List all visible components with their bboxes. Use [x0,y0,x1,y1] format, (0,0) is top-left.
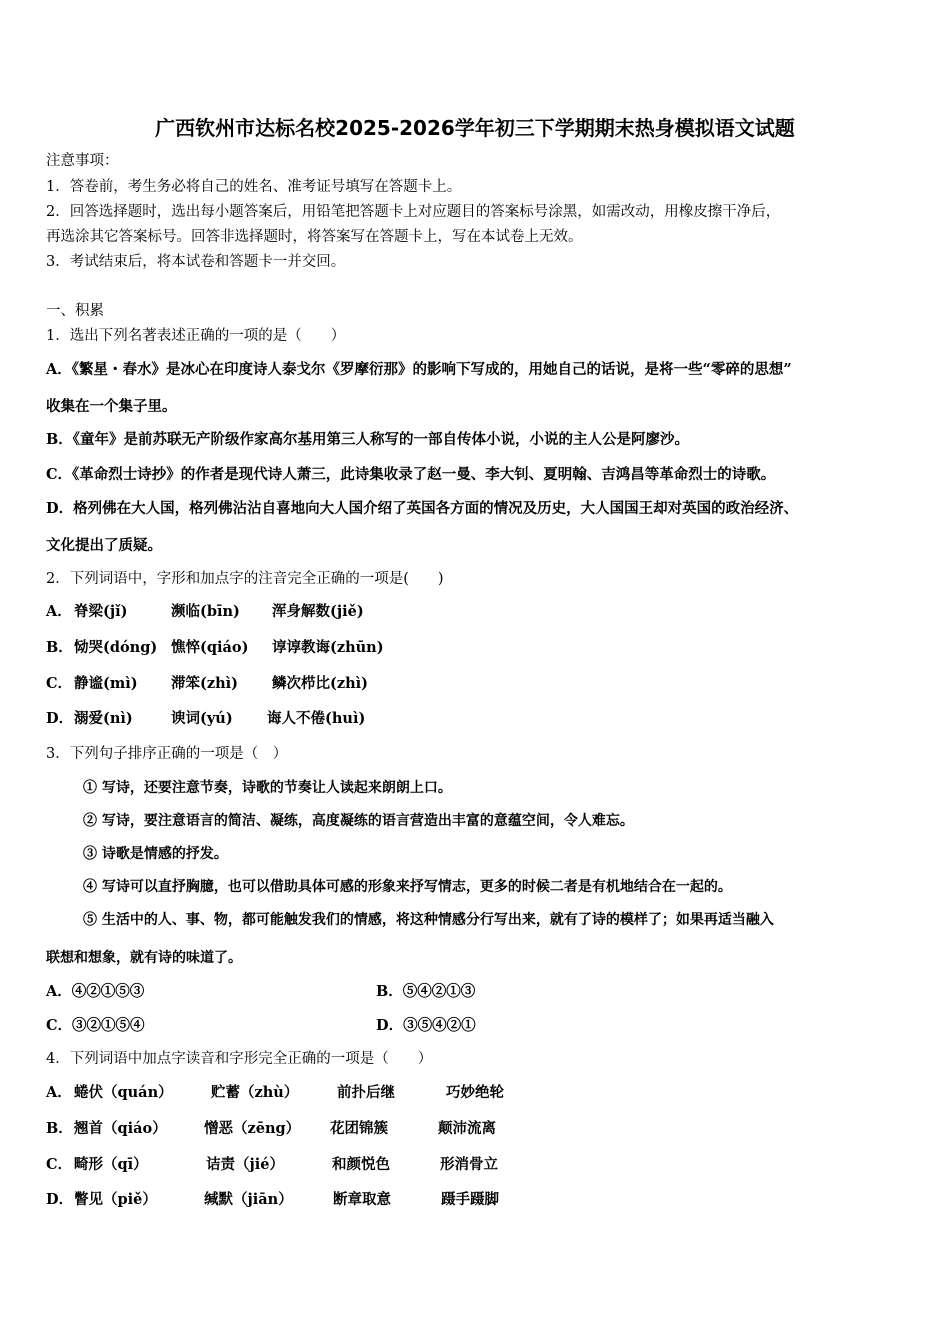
q4-option-d-word-2: 缄默（jiān） [204,1191,293,1208]
q4-option-a-word-3: 前扑后继 [337,1084,395,1101]
q3-option-b: B．⑤④②①③ [376,983,476,1000]
q4-option-b-word-3: 花团锦簇 [330,1120,388,1137]
q3-option-a: A．④②①⑤③ [46,983,145,1000]
q2-option-c-label: C． [46,675,73,692]
q2-option-b-word-2: 憔悴(qiáo) [171,639,249,656]
q2-option-d-word-3: 诲人不倦(huì) [267,710,366,727]
q1-stem: 1．选出下列名著表述正确的一项的是（ ） [46,328,346,344]
q4-option-b-word-2: 憎恶（zēng） [204,1120,301,1137]
q2-option-c-word-3: 鳞次栉比(zhì) [272,675,369,692]
notice-item-3: 3．考试结束后，将本试卷和答题卡一并交回。 [46,254,346,270]
notice-item-2b: 再选涂其它答案标号。回答非选择题时，将答案写在答题卡上，写在本试卷上无效。 [46,229,583,245]
q1-option-a: A．《繁星・春水》是冰心在印度诗人泰戈尔《罗摩衍那》的影响下写成的，用她自己的话说，是将一些“零碎的思想” [46,361,792,378]
page-title: 广西钦州市达标名校2025-2026学年初三下学期期末热身模拟语文试题 [155,116,795,140]
q3-sentence-2: ② 写诗，要注意语言的简洁、凝练，高度凝练的语言营造出丰富的意蕴空间，令人难忘。 [83,813,634,829]
q3-sentence-4: ④ 写诗可以直抒胸臆，也可以借助具体可感的形象来抒写情志，更多的时候二者是有机地结合在一起的。 [83,879,732,895]
q1-option-d-cont: 文化提出了质疑。 [46,537,162,554]
q4-option-b-word-4: 颠沛流离 [438,1120,496,1137]
q4-option-c-word-1: 畸形（qī） [74,1156,148,1173]
q3-sentence-3: ③ 诗歌是情感的抒发。 [83,846,228,862]
q1-option-d: D．格列佛在大人国，格列佛沾沾自喜地向大人国介绍了英国各方面的情况及历史，大人国国王却对英国的政治经济、 [46,500,799,517]
q3-sentence-5-cont: 联想和想象，就有诗的味道了。 [46,950,242,966]
q2-option-c-word-1: 静谧(mì) [74,675,138,692]
q4-option-c-label: C． [46,1156,73,1173]
q4-option-b-word-1: 翘首（qiáo） [74,1120,167,1137]
q2-option-a-label: A． [46,603,72,620]
section-heading: 一、积累 [46,303,104,319]
notice-heading: 注意事项： [46,153,119,169]
q4-option-d-word-1: 瞥见（piě） [74,1191,157,1208]
q4-option-a-label: A． [46,1084,72,1101]
q4-stem: 4．下列词语中加点字读音和字形完全正确的一项是（ ） [46,1051,433,1067]
q2-option-b-label: B． [46,639,73,656]
q4-option-d-word-4: 蹑手蹑脚 [441,1191,499,1208]
q3-stem: 3．下列句子排序正确的一项是（ ） [46,746,288,762]
q4-option-a-word-2: 贮蓄（zhù） [211,1084,299,1101]
q4-option-a-word-4: 巧妙绝轮 [446,1084,504,1101]
q3-option-d: D．③⑤④②① [376,1017,476,1034]
q2-option-b-word-1: 恸哭(dóng) [74,639,158,656]
q4-option-c-word-3: 和颜悦色 [332,1156,390,1173]
q4-option-d-word-3: 断章取意 [333,1191,391,1208]
q4-option-d-label: D． [46,1191,74,1208]
q2-option-d-label: D． [46,710,74,727]
q3-sentence-5: ⑤ 生活中的人、事、物，都可能触发我们的情感，将这种情感分行写出来，就有了诗的模样了；如果再适当融入 [83,912,774,928]
q3-sentence-1: ① 写诗，还要注意节奏，诗歌的节奏让人读起来朗朗上口。 [83,780,452,796]
q4-option-b-label: B． [46,1120,73,1137]
q2-stem: 2．下列词语中，字形和加点字的注音完全正确的一项是( ) [46,571,444,587]
notice-item-2a: 2．回答选择题时，选出每小题答案后，用铅笔把答题卡上对应题目的答案标号涂黑，如需改动，用橡皮擦干净后， [46,204,781,220]
q4-option-a-word-1: 蜷伏（quán） [74,1084,173,1101]
q2-option-a-word-3: 浑身解数(jiě) [272,603,364,620]
q1-option-b: B．《童年》是前苏联无产阶级作家高尔基用第三人称写的一部自传体小说，小说的主人公是阿廖沙。 [46,431,690,448]
notice-item-1: 1．答卷前，考生务必将自己的姓名、准考证号填写在答题卡上。 [46,179,462,195]
q2-option-d-word-2: 谀词(yú) [171,710,233,727]
q2-option-a-word-1: 脊梁(jǐ) [74,603,128,620]
q2-option-d-word-1: 溺爱(nì) [74,710,133,727]
q2-option-c-word-2: 滞笨(zhì) [171,675,239,692]
q4-option-c-word-4: 形消骨立 [440,1156,498,1173]
q2-option-a-word-2: 濒临(bīn) [171,603,240,620]
q2-option-b-word-3: 谆谆教诲(zhūn) [272,639,384,656]
q1-option-a-cont: 收集在一个集子里。 [46,398,177,415]
q3-option-c: C．③②①⑤④ [46,1017,145,1034]
q1-option-c: C．《革命烈士诗抄》的作者是现代诗人萧三，此诗集收录了赵一曼、李大钊、夏明翰、吉鸿昌等革命烈士的诗歌。 [46,466,776,483]
q4-option-c-word-2: 诘责（jié） [206,1156,284,1173]
